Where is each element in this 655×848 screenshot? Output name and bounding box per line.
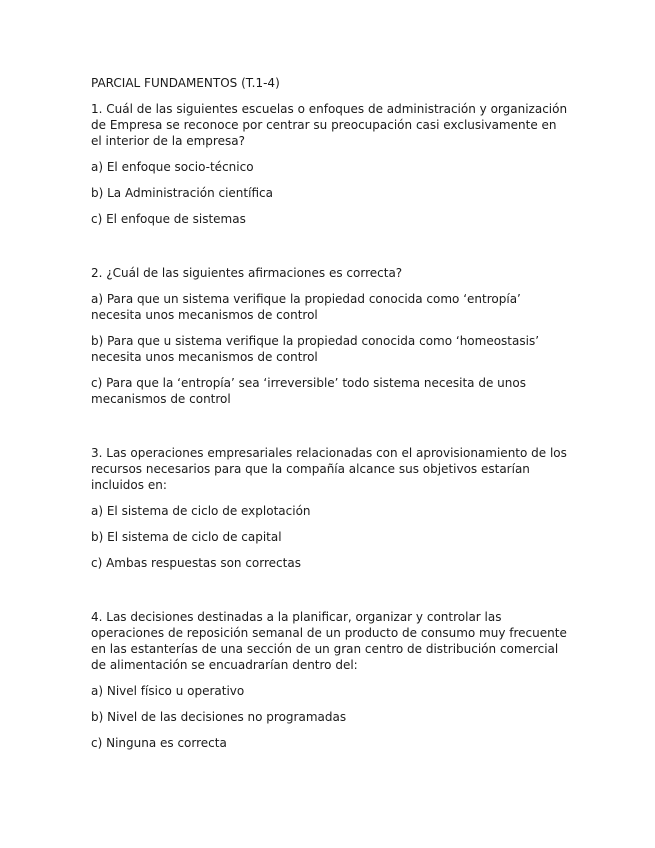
answer-option: b) Para que u sistema verifique la propiedad conocida como ‘homeostasis’ necesita unos mecanismos de control: [91, 334, 540, 364]
question-text: 2. ¿Cuál de las siguientes afirmaciones es correcta?: [91, 266, 403, 280]
question-4: [91, 609, 571, 751]
question-3: [91, 445, 571, 571]
answer-option: c) Para que la ‘entropía’ sea ‘irreversible’ todo sistema necesita de unos mecanismos de control: [91, 376, 526, 406]
answer-option: a) Para que un sistema verifique la propiedad conocida como ‘entropía’ necesita unos mecanismos de control: [91, 292, 521, 322]
spacer: [91, 237, 571, 265]
question-text: 4. Las decisiones destinadas a la planificar, organizar y controlar las operaciones de reposición semanal de un producto de consumo muy frecuente en las estanterías de una sección de un gran centro de distribución comercial de alimentación se encuadrarían dentro del:: [91, 610, 567, 672]
answer-option: b) Nivel de las decisiones no programadas: [91, 710, 347, 724]
answer-option: c) Ambas respuestas son correctas: [91, 556, 301, 570]
answer-option: c) El enfoque de sistemas: [91, 212, 246, 226]
answer-option: a) El sistema de ciclo de explotación: [91, 504, 311, 518]
answer-option: a) Nivel físico u operativo: [91, 684, 245, 698]
answer-option: c) Ninguna es correcta: [91, 736, 227, 750]
document-title: PARCIAL FUNDAMENTOS (T.1-4): [91, 76, 280, 90]
answer-option: b) La Administración científica: [91, 186, 273, 200]
answer-option: b) El sistema de ciclo de capital: [91, 530, 282, 544]
spacer: [91, 581, 571, 609]
answer-option: a) El enfoque socio-técnico: [91, 160, 254, 174]
spacer: [91, 417, 571, 445]
document-page: [91, 75, 571, 761]
question-2: [91, 265, 571, 407]
question-text: 3. Las operaciones empresariales relacionadas con el aprovisionamiento de los recursos necesarios para que la compañía alcance sus objetivos estarían incluidos en:: [91, 446, 567, 492]
question-text: 1. Cuál de las siguientes escuelas o enfoques de administración y organización de Empresa se reconoce por centrar su preocupación casi exclusivamente en el interior de la empresa?: [91, 102, 568, 148]
question-1: [91, 101, 571, 227]
